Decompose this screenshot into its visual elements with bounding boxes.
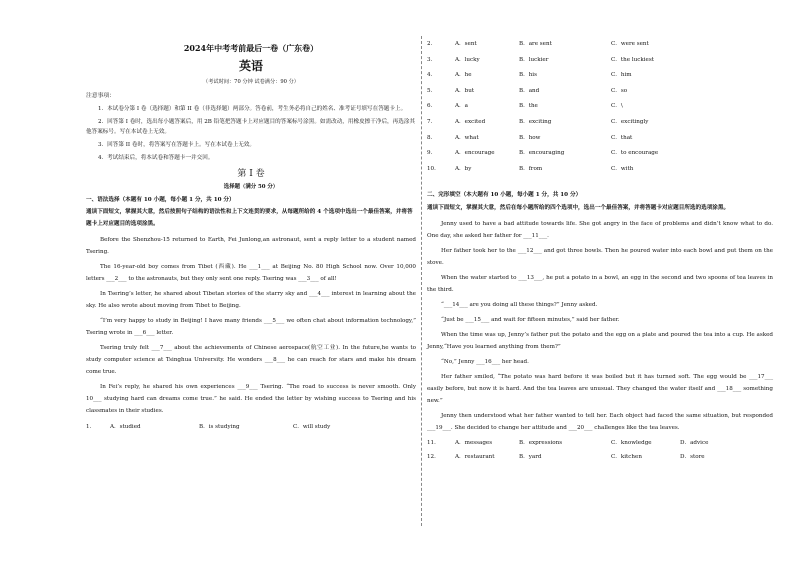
question-number: 7． [427,118,437,125]
section-description: 通读下面短文，掌握其大意，然后按照句子结构的语法性和上下文连贯的要求，从每题所给的 4 个选项中选出一个最佳答案，并将答题卡上对应题目的选项涂黑。 [86,209,413,227]
passage-paragraph: Jenny used to have a bad attitude towards life. She got angry in the face of problems and didn’t know what to do. One day, she asked her father for ___11___. [427,220,773,239]
question-options [427,162,773,178]
passage-paragraph: Tsering truly felt ___7___ about the achievements of Chinese aerospace(航空工业). In the future,he wants to study computer science at Tsinghua University. He wonders ___8___ he can reach for stars and make his dream come true. [86,344,416,375]
exam-info: （考试时间：70 分钟 试卷满分：90 分） [203,79,299,85]
option-a: A．excited [455,118,486,125]
passage-paragraph: The 16-year-old boy comes from Tibet (西藏). He ___1___ at Beijing No. 80 High School now. Over 10,000 letters ___2___ to the astronauts, but they only sent one reply. Tsering was ___3___ of all! [86,263,416,282]
question-options [86,425,416,431]
option-a: A．what [455,134,479,141]
option-b: B．luckier [519,56,549,63]
option-c: C．kitchen [611,453,642,460]
question-number: 12． [427,453,440,460]
option-a: A．restaurant [455,453,495,460]
passage-paragraph: When the water started to ___13___, he put a potato in a bowl, an egg in the second and two spoons of tea leaves in the third. [427,274,773,293]
options-list [427,37,773,177]
option-c: C．\ [611,103,623,110]
option-c: C．with [611,165,634,172]
note-item: 4．考试结束后，将本试卷和答题卡一并交回。 [98,154,214,161]
option-d: D．store [680,453,705,460]
option-b: B．and [519,87,540,94]
notes-heading: 注意事项： [86,93,115,100]
option-b: B．from [519,165,543,172]
question-options [427,99,773,115]
option-d: D．advice [680,439,709,446]
section-description: 通读下面短文，掌握其大意，然后在每小题所给的四个选项中，选出一个最佳答案，并将答题卡对应题目所选的选项涂黑。 [427,204,730,211]
option-c: C．to encourage [611,150,659,157]
option-b: B．expressions [519,439,563,446]
question-options [427,68,773,84]
passage-paragraph: “No,” Jenny ___16___ her head. [441,358,529,365]
option-a: A．studied [110,423,141,430]
option-c: C．knowledge [611,439,652,446]
question-number: 8． [427,134,437,141]
question-number: 9． [427,150,437,157]
question-options [427,115,773,131]
option-a: A．a [455,103,468,110]
option-c: C．so [611,87,628,94]
part-title: 第 I 卷 [237,169,265,180]
passage-paragraph: Her father smiled, “The potato was hard before it was boiled but it has turned soft. The egg would be ___17___ easily before, but now it is hard. And the tea leaves are unusual. They changed the water itself and ___18___ something new.” [427,373,773,404]
section-title: 二、完形填空（本大题有 10 小题，每小题 1 分，共 10 分） [427,192,582,199]
subject-title: 英语 [238,59,263,73]
question-options [427,451,773,464]
passage-paragraph: “Just be ___15___ and wait for fifteen minutes,” said her father. [441,316,620,323]
option-c: C．were sent [611,41,649,47]
option-b: B．how [519,134,541,141]
option-a: A．messages [455,439,493,446]
question-options [427,37,773,53]
left-column [86,38,416,430]
option-c: C．excitingly [611,118,649,125]
question-number: 4． [427,72,437,79]
option-c: C．will study [293,423,331,430]
question-options [427,53,773,69]
question-number: 1． [86,423,96,430]
passage-paragraph: Before the Shenzhou-15 returned to Earth, Fei Junlong,an astronaut, sent a reply letter to a student named Tsering. [86,236,416,255]
passage-paragraph: Jenny then understood what her father wanted to tell her. Each object had faced the same situation, but responded ___19___. She decided to change her attitude and ___20___ challenges like the tea leaves. [427,412,773,431]
column-divider [421,36,422,526]
passage-paragraph: When the time was up, Jenny’s father put the potato and the egg on a plate and poured the tea into a cup. He asked Jenny,“Have you learned anything from them?” [427,331,773,350]
question-options [427,437,773,450]
note-item: 1．本试卷分第 I 卷（选择题）和第 II 卷（非选择题）两部分。答卷前，考生务必将自己的姓名、准考证号填写在答题卡上。 [98,106,407,112]
option-b: B．yard [519,453,542,460]
passage-paragraph: In Tsering’s letter, he shared about Tibetan stories of the starry sky and ___4___ interest in learning about the sky. He also wrote about moving from Tibet to Beijing. [86,290,416,309]
part-subtitle: 选择题（满分 50 分） [223,184,279,191]
note-item: 3．回答第 II 卷时，将答案写在答题卡上。写在本试卷上无效。 [98,141,255,148]
exam-title: 2024年中考考前最后一卷（广东卷） [183,43,319,53]
option-b: B．encouraging [519,150,565,157]
question-number: 11． [427,439,440,446]
option-c: C．that [611,134,633,141]
option-a: A．but [455,87,475,94]
section-title: 一、语法选择（本题有 10 小题，每小题 1 分，共 10 分） [86,196,235,203]
option-a: A．lucky [455,56,480,63]
question-number: 5． [427,87,437,94]
option-a: A．he [455,72,472,79]
note-item: 2．回答第 I 卷时，选出每小题答案后，用 2B 铅笔把答题卡上对应题目的答案标号涂黑。如需改动，用橡皮擦干净后，再选涂其他答案标号。写在本试卷上无效。 [86,118,416,136]
question-options [427,146,773,162]
option-a: A．sent [455,41,477,47]
option-a: A．by [455,165,472,172]
passage-paragraph: In Fei’s reply, he shared his own experiences ___9___ Tsering. “The road to success is never smooth. Only 10___ studying hard can dreams come true.” he said. He ended the letter by wishing success to Tsering and his classmates in their studies. [86,383,416,414]
right-column [427,37,773,464]
passage-paragraph: Her father took her to the ___12___ and got three bowls. Then he poured water into each bowl and put them on the stove. [427,247,773,266]
question-number: 6． [427,103,437,110]
option-b: B．exciting [519,118,552,125]
question-number: 10． [427,165,440,172]
option-a: A．encourage [455,150,495,157]
option-c: C．the luckiest [611,56,654,63]
question-options [427,131,773,147]
option-b: B．his [519,72,537,79]
option-b: B．is studying [199,423,240,430]
question-number: 3． [427,56,437,63]
question-options [427,84,773,100]
question-number: 2． [427,41,437,47]
option-b: B．the [519,103,538,110]
option-b: B．are sent [519,41,552,47]
passage-paragraph: “___14___ are you doing all these things?” Jenny asked. [441,301,598,308]
passage-paragraph: “I’m very happy to study in Beijing! I have many friends ___5___ we often chat about information technology,” Tsering wrote in ___6___ letter. [86,317,416,336]
option-c: C．him [611,72,632,79]
